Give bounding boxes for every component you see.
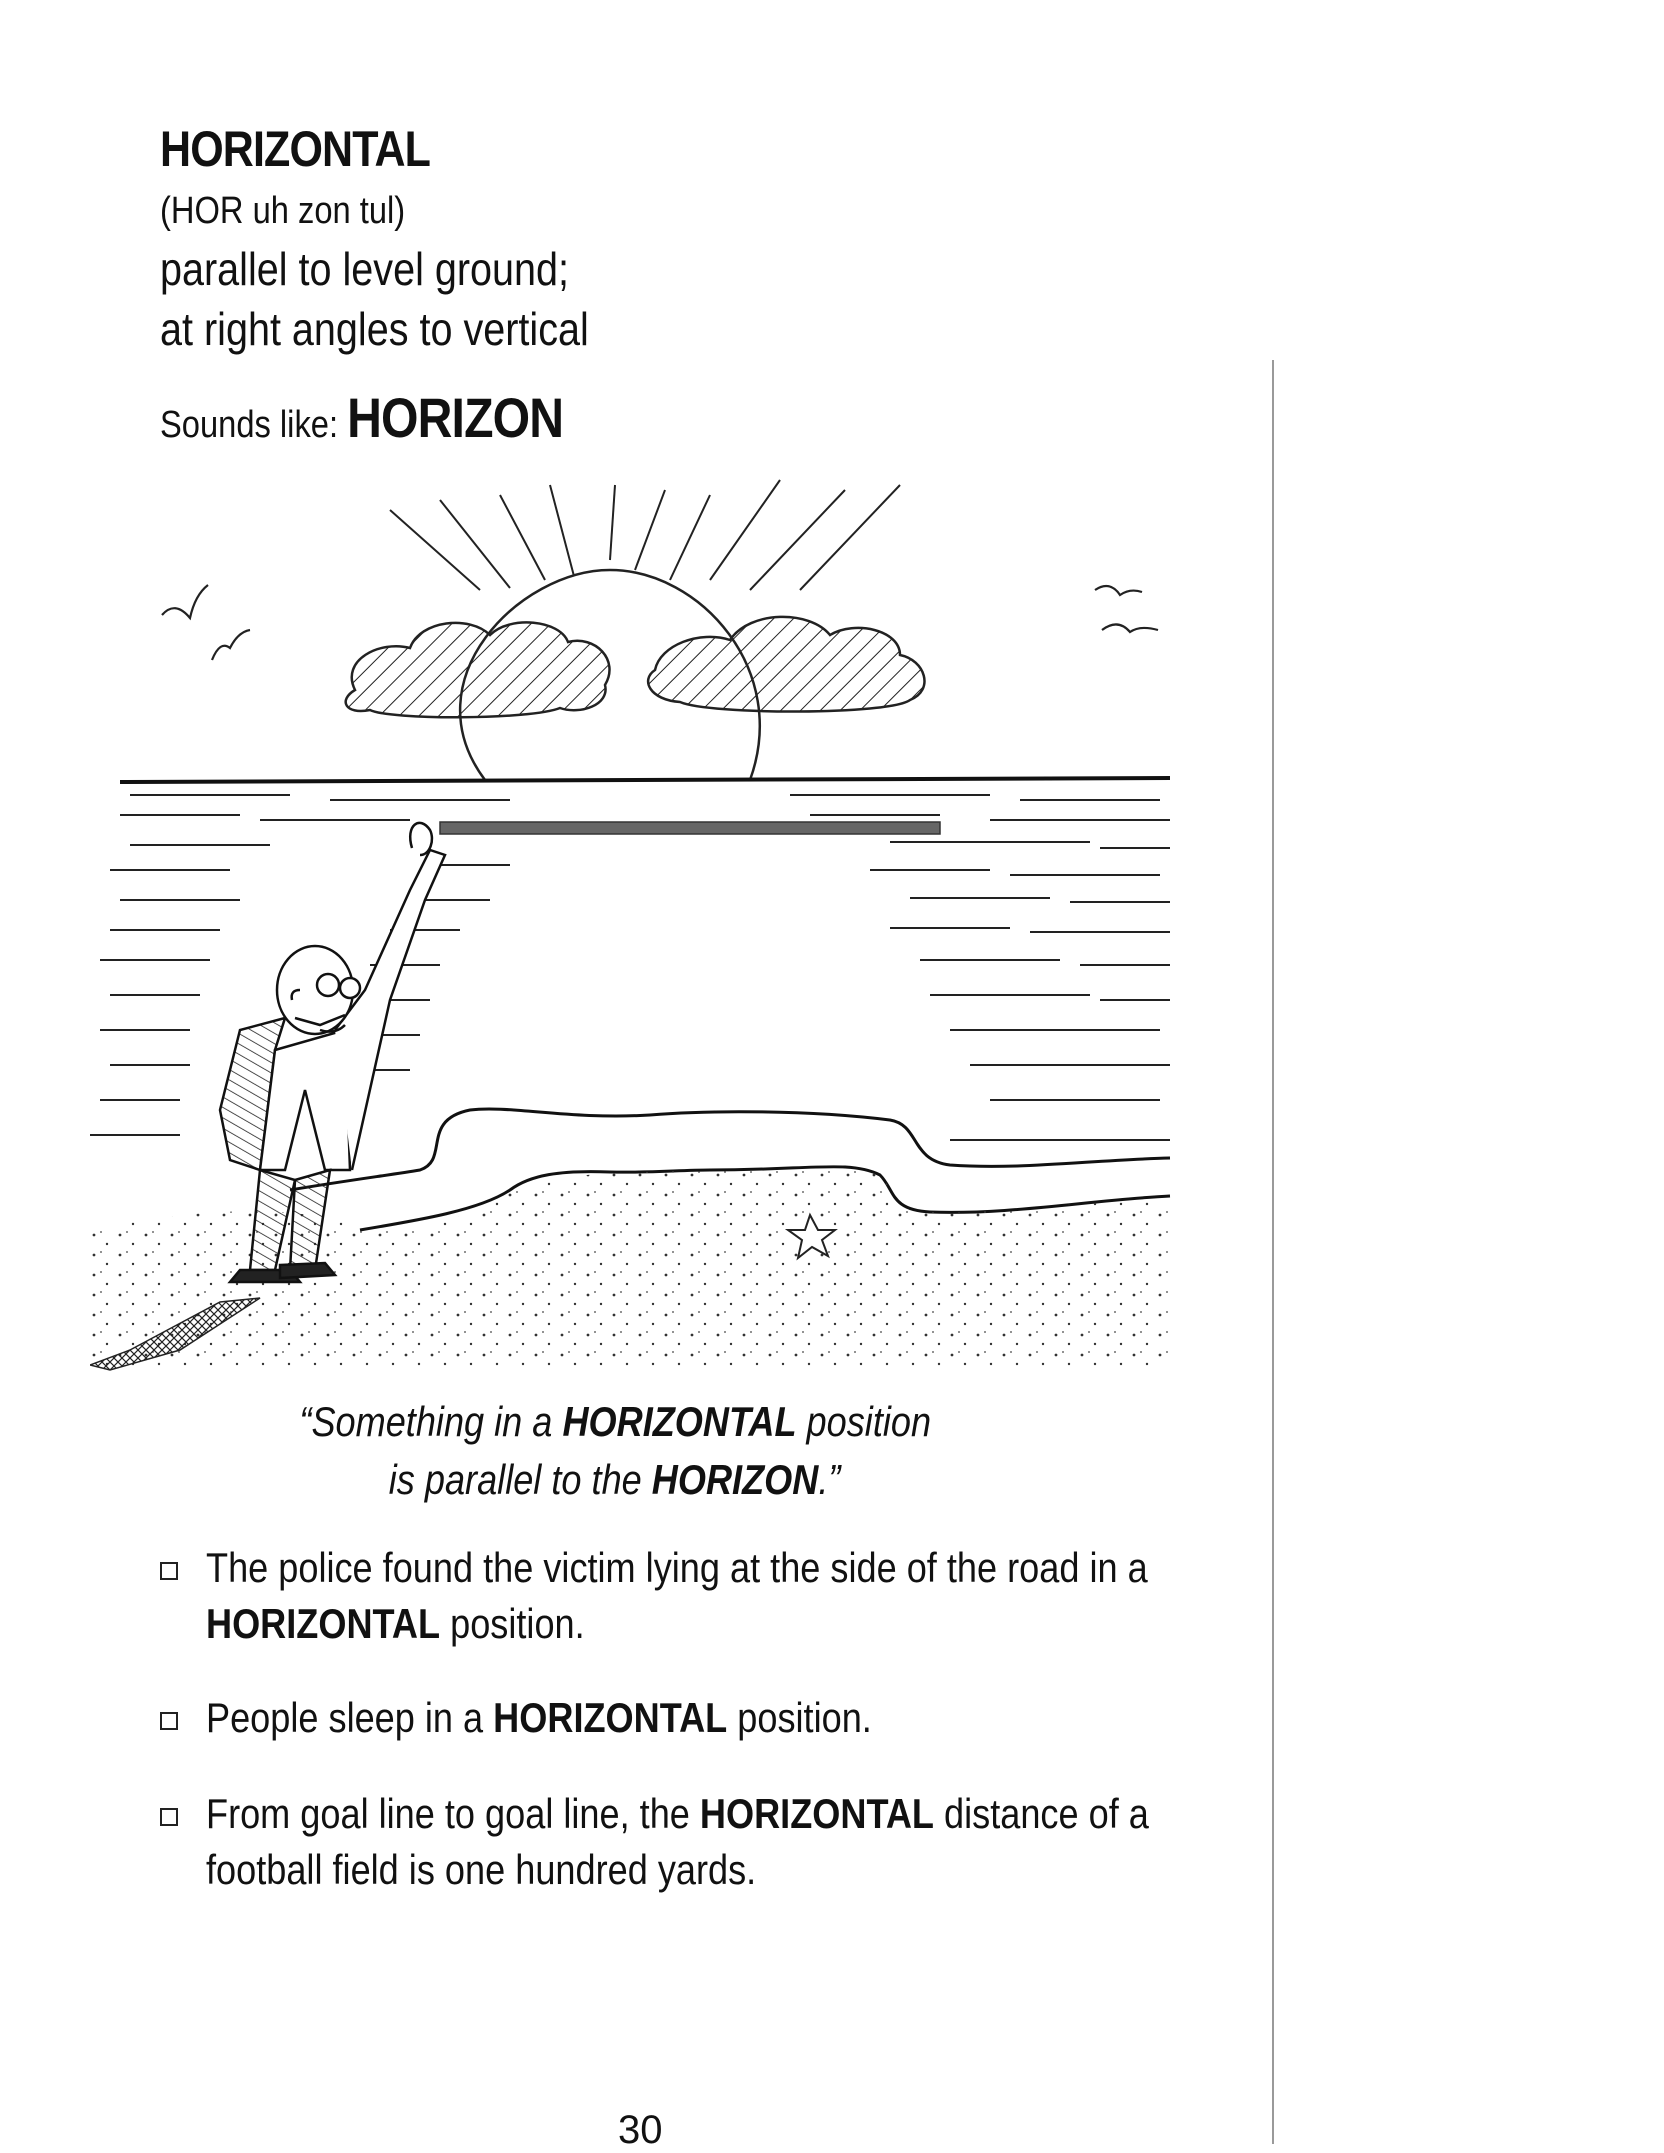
checkbox-icon bbox=[160, 1562, 178, 1580]
horizon-line bbox=[120, 778, 1170, 782]
pronunciation: (HOR uh zon tul) bbox=[160, 190, 406, 232]
definition-line-1: parallel to level ground; bbox=[160, 243, 570, 295]
entry-word: HORIZONTAL bbox=[160, 121, 431, 177]
checkbox-icon bbox=[160, 1808, 178, 1826]
checkbox-icon bbox=[160, 1712, 178, 1730]
caption-line-1: “Something in a HORIZONTAL position bbox=[299, 1398, 931, 1445]
sounds-like-label: Sounds like: bbox=[160, 404, 339, 446]
page-edge-rule bbox=[1272, 360, 1274, 2144]
horizon-illustration bbox=[90, 470, 1210, 1380]
page-number: 30 bbox=[618, 2108, 663, 2152]
sounds-like bbox=[160, 385, 629, 450]
sun-rays-icon bbox=[390, 480, 900, 590]
horizon-highlight-bar bbox=[440, 822, 940, 834]
sounds-like-word: HORIZON bbox=[347, 386, 564, 449]
definition-line-2: at right angles to vertical bbox=[160, 303, 589, 355]
caption-line-2: is parallel to the HORIZON.” bbox=[389, 1456, 841, 1503]
